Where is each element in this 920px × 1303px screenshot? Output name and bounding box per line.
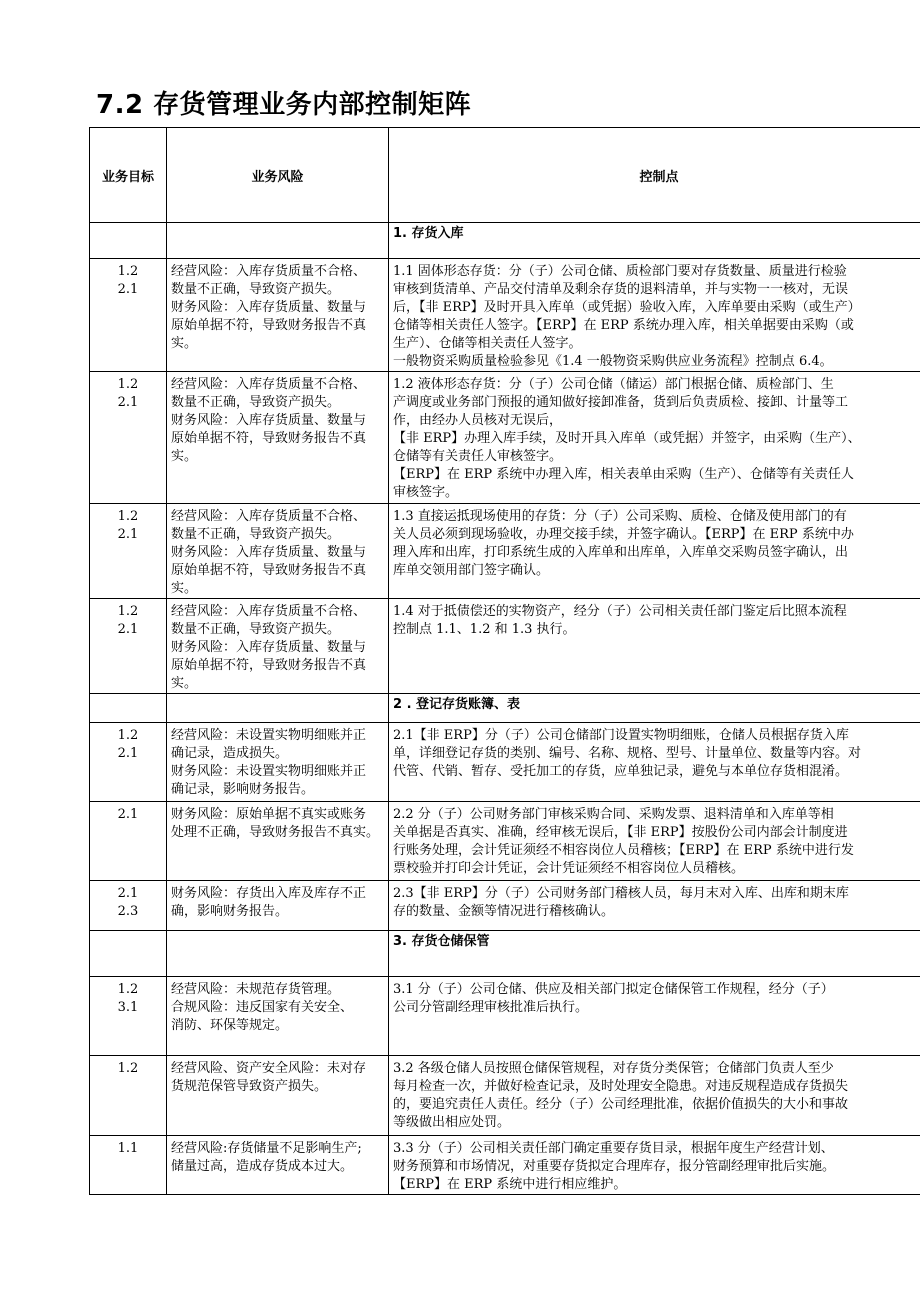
- risk-line: 实。: [171, 449, 198, 464]
- goal-code: 2.1: [117, 622, 139, 637]
- risk-line: 确记录，造成损失。: [171, 746, 289, 761]
- control-line: 1.3 直接运抵现场使用的存货：分（子）公司采购、质检、仓储及使用部门的有: [393, 509, 847, 524]
- control-line: 生产）、仓储等相关责任人签字。: [393, 336, 582, 351]
- table-row: [90, 372, 920, 504]
- risk-line: 财务风险：存货出入库及库存不正: [171, 886, 367, 901]
- control-line: 2.2 分（子）公司财务部门审核采购合同、采购发票、退料清单和入库单等相: [393, 807, 834, 822]
- section-row: [90, 223, 920, 259]
- risk-line: 实。: [171, 336, 198, 351]
- control-line: 审核到货清单、产品交付清单及剩余存货的退料清单，并与实物一一核对，无误: [393, 282, 849, 297]
- control-line: 等级做出相应处罚。: [393, 1115, 511, 1130]
- risk-line: 经营风险:存货储量不足影响生产;: [171, 1141, 362, 1156]
- control-line: 2.3【非 ERP】分（子）公司财务部门稽核人员，每月末对入库、出库和期末库: [393, 886, 849, 901]
- control-cell: [389, 599, 920, 694]
- control-line: 【ERP】在 ERP 系统中办理入库，相关表单由采购（生产）、仓储等有关责任人: [393, 467, 854, 482]
- risk-line: 经营风险：未规范存货管理。: [171, 982, 341, 997]
- table-row: [90, 977, 920, 1056]
- risk-cell: [167, 802, 389, 881]
- risk-line: 实。: [171, 581, 198, 596]
- control-cell: [389, 802, 920, 881]
- risk-line: 财务风险：入库存货质量、数量与: [171, 300, 367, 315]
- risk-line: 财务风险：入库存货质量、数量与: [171, 413, 367, 428]
- header-control: 控制点: [389, 128, 920, 223]
- control-line: 【非 ERP】办理入库手续，及时开具入库单（或凭据）并签字，由采购（生产）、: [393, 431, 861, 446]
- risk-cell: [167, 372, 389, 504]
- control-line: 理入库和出库，打印系统生成的入库单和出库单，入库单交采购员签字确认，出: [393, 545, 849, 560]
- risk-cell: [167, 259, 389, 372]
- goal-code: 2.1: [117, 395, 139, 410]
- goal-cell: [90, 1136, 167, 1195]
- table-row: [90, 599, 920, 694]
- risk-line: 经营风险、资产安全风险：未对存: [171, 1061, 367, 1076]
- control-line: 仓储等有关责任人审核签字。: [393, 449, 563, 464]
- goal-cell: [90, 599, 167, 694]
- control-line: 关人员必须到现场验收，办理交接手续，并签字确认。【ERP】在 ERP 系统中办: [393, 527, 854, 542]
- goal-code: 1.2: [117, 728, 139, 743]
- control-line: 单，详细登记存货的类别、编号、名称、规格、型号、计量单位、数量等内容。对: [393, 746, 862, 761]
- risk-line: 经营风险：未设置实物明细账并正: [171, 728, 367, 743]
- risk-line: 数量不正确，导致资产损失。: [171, 622, 341, 637]
- control-line: 公司分管副经理审核批准后执行。: [393, 1000, 589, 1015]
- control-line: 票校验并打印会计凭证，会计凭证须经不相容岗位人员稽核。: [393, 861, 745, 876]
- header-row: [90, 128, 920, 223]
- risk-line: 财务风险：入库存货质量、数量与: [171, 545, 367, 560]
- goal-code: 1.2: [117, 509, 139, 524]
- control-cell: [389, 723, 920, 802]
- goal-code: 1.2: [117, 982, 139, 997]
- goal-cell: [90, 1056, 167, 1136]
- risk-cell: [167, 977, 389, 1056]
- control-line: 2.1【非 ERP】分（子）公司仓储部门设置实物明细账，仓储人员根据存货入库: [393, 728, 849, 743]
- risk-line: 数量不正确，导致资产损失。: [171, 527, 341, 542]
- goal-code: 2.3: [117, 904, 139, 919]
- control-line: 存的数量、金额等情况进行稽核确认。: [393, 904, 615, 919]
- table-row: [90, 723, 920, 802]
- goal-cell: [90, 881, 167, 931]
- header-goal: 业务目标: [90, 128, 167, 223]
- risk-line: 储量过高，造成存货成本过大。: [171, 1159, 354, 1174]
- risk-cell: [167, 723, 389, 802]
- control-line: 3.3 分（子）公司相关责任部门确定重要存货目录，根据年度生产经营计划、: [393, 1141, 834, 1156]
- header-risk: 业务风险: [167, 128, 389, 223]
- risk-line: 原始单据不符，导致财务报告不真: [171, 563, 367, 578]
- risk-line: 处理不正确，导致财务报告不真实。: [171, 825, 380, 840]
- risk-line: 货规范保管导致资产损失。: [171, 1079, 328, 1094]
- goal-code: 1.1: [117, 1141, 139, 1156]
- risk-cell: [167, 881, 389, 931]
- control-line: 后，【非 ERP】及时开具入库单（或凭据）验收入库，入库单要由采购（或生产）: [393, 300, 861, 315]
- control-cell: [389, 1056, 920, 1136]
- section-title: 1. 存货入库: [389, 223, 920, 259]
- risk-line: 原始单据不符，导致财务报告不真: [171, 318, 367, 333]
- risk-line: 经营风险：入库存货质量不合格、: [171, 377, 367, 392]
- control-cell: [389, 1136, 920, 1195]
- table-row: [90, 1136, 920, 1195]
- section-risk-cell: [167, 223, 389, 259]
- control-cell: [389, 977, 920, 1056]
- risk-cell: [167, 599, 389, 694]
- risk-line: 经营风险：入库存货质量不合格、: [171, 509, 367, 524]
- control-line: 1.4 对于抵债偿还的实物资产，经分（子）公司相关责任部门鉴定后比照本流程: [393, 604, 847, 619]
- section-row: [90, 931, 920, 977]
- risk-line: 财务风险：入库存货质量、数量与: [171, 640, 367, 655]
- section-goal-cell: [90, 931, 167, 977]
- control-line: 代管、代销、暂存、受托加工的存货，应单独记录，避免与本单位存货相混淆。: [393, 764, 849, 779]
- control-line: 仓储等相关责任人签字。【ERP】在 ERP 系统办理入库，相关单据要由采购（或: [393, 318, 854, 333]
- table-row: [90, 504, 920, 599]
- control-cell: [389, 881, 920, 931]
- control-line: 财务预算和市场情况，对重要存货拟定合理库存，报分管副经理审批后实施。: [393, 1159, 836, 1174]
- control-line: 每月检查一次，并做好检查记录，及时处理安全隐患。对违反规程造成存货损失: [393, 1079, 849, 1094]
- risk-line: 经营风险：入库存货质量不合格、: [171, 604, 367, 619]
- section-title: 2 . 登记存货账簿、表: [389, 694, 920, 723]
- goal-code: 1.2: [117, 1061, 139, 1076]
- control-line: 3.2 各级仓储人员按照仓储保管规程，对存货分类保管；仓储部门负责人至少: [393, 1061, 834, 1076]
- goal-code: 1.2: [117, 377, 139, 392]
- goal-code: 2.1: [117, 746, 139, 761]
- control-line: 产调度或业务部门预报的通知做好接卸准备，货到后负责质检、接卸、计量等工: [393, 395, 849, 410]
- control-line: 一般物资采购质量检验参见《1.4 一般物资采购供应业务流程》控制点 6.4。: [393, 354, 833, 369]
- table-row: [90, 881, 920, 931]
- risk-line: 数量不正确，导致资产损失。: [171, 282, 341, 297]
- control-cell: [389, 372, 920, 504]
- section-row: [90, 694, 920, 723]
- table-row: [90, 802, 920, 881]
- goal-code: 1.2: [117, 264, 139, 279]
- goal-cell: [90, 372, 167, 504]
- goal-code: 2.1: [117, 807, 139, 822]
- control-line: 审核签字。: [393, 485, 459, 500]
- goal-code: 2.1: [117, 886, 139, 901]
- risk-line: 原始单据不符，导致财务报告不真: [171, 431, 367, 446]
- risk-cell: [167, 504, 389, 599]
- control-line: 1.2 液体形态存货：分（子）公司仓储（储运）部门根据仓储、质检部门、生: [393, 377, 834, 392]
- control-line: 行账务处理，会计凭证须经不相容岗位人员稽核；【ERP】在 ERP 系统中进行发: [393, 843, 854, 858]
- section-risk-cell: [167, 694, 389, 723]
- control-line: 控制点 1.1、1.2 和 1.3 执行。: [393, 622, 576, 637]
- goal-cell: [90, 977, 167, 1056]
- risk-line: 财务风险：原始单据不真实或账务: [171, 807, 367, 822]
- goal-code: 1.2: [117, 604, 139, 619]
- goal-code: 3.1: [117, 1000, 139, 1015]
- control-line: 库单交领用部门签字确认。: [393, 563, 550, 578]
- goal-cell: [90, 802, 167, 881]
- risk-line: 合规风险：违反国家有关安全、: [171, 1000, 354, 1015]
- table-row: [90, 1056, 920, 1136]
- goal-code: 2.1: [117, 282, 139, 297]
- section-title: 3. 存货仓储保管: [389, 931, 920, 977]
- goal-cell: [90, 259, 167, 372]
- risk-line: 数量不正确，导致资产损失。: [171, 395, 341, 410]
- page-title: 7.2 存货管理业务内部控制矩阵: [96, 90, 472, 120]
- section-risk-cell: [167, 931, 389, 977]
- control-line: 【ERP】在 ERP 系统中进行相应维护。: [393, 1177, 627, 1192]
- risk-line: 财务风险：未设置实物明细账并正: [171, 764, 367, 779]
- section-goal-cell: [90, 694, 167, 723]
- risk-line: 消防、环保等规定。: [171, 1018, 289, 1033]
- risk-line: 确记录，影响财务报告。: [171, 782, 315, 797]
- risk-line: 实。: [171, 676, 198, 691]
- section-goal-cell: [90, 223, 167, 259]
- risk-cell: [167, 1056, 389, 1136]
- control-matrix-table: [89, 127, 920, 1195]
- control-cell: [389, 504, 920, 599]
- control-line: 作，由经办人员核对无误后，: [393, 413, 563, 428]
- control-line: 3.1 分（子）公司仓储、供应及相关部门拟定仓储保管工作规程，经分（子）: [393, 982, 834, 997]
- table-body: [90, 223, 920, 1195]
- goal-cell: [90, 723, 167, 802]
- goal-code: 2.1: [117, 527, 139, 542]
- control-line: 关单据是否真实、准确，经审核无误后，【非 ERP】按股份公司内部会计制度进: [393, 825, 848, 840]
- goal-cell: [90, 504, 167, 599]
- control-line: 1.1 固体形态存货：分（子）公司仓储、质检部门要对存货数量、质量进行检验: [393, 264, 847, 279]
- control-cell: [389, 259, 920, 372]
- table-row: [90, 259, 920, 372]
- risk-line: 确，影响财务报告。: [171, 904, 289, 919]
- risk-cell: [167, 1136, 389, 1195]
- control-line: 的，要追究责任人责任。经分（子）公司经理批准，依据价值损失的大小和事故: [393, 1097, 849, 1112]
- risk-line: 原始单据不符，导致财务报告不真: [171, 658, 367, 673]
- risk-line: 经营风险：入库存货质量不合格、: [171, 264, 367, 279]
